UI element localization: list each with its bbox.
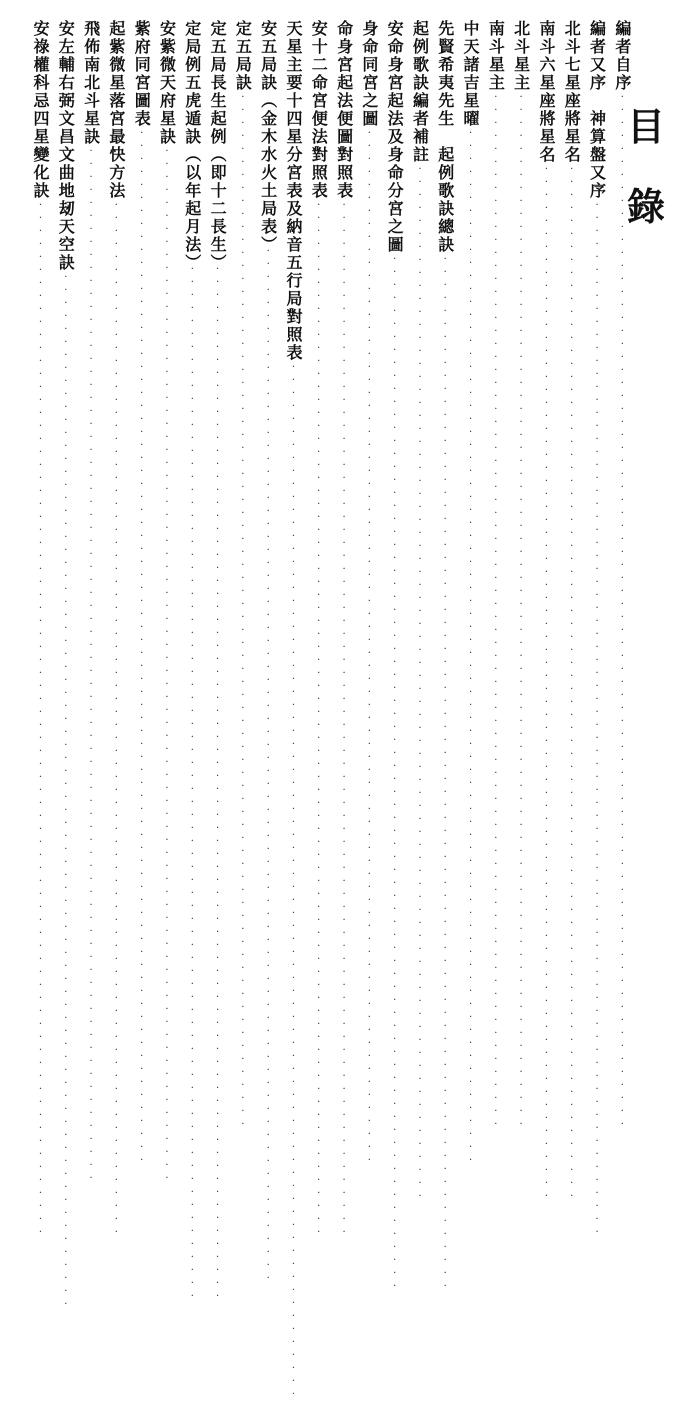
dot-leader: ················································································ [515,92,527,1132]
dot-leader: ················································································ [35,200,46,1240]
toc-entry-label: 南斗六星座將星名 [536,20,556,164]
dot-leader: ················································································ [616,92,628,1132]
toc-entry[interactable] [308,20,329,1240]
dot-leader: ················································································ [490,92,502,1132]
toc-entry[interactable] [359,20,379,1168]
toc-entry[interactable] [182,20,202,1304]
toc-entry-label: 飛佈南北斗星訣 [81,20,101,146]
toc-entry-label: 紫府同宮圖表 [132,20,152,128]
dot-leader: ················································································ [60,272,72,1312]
toc-entry[interactable] [106,20,126,1240]
toc-entry-label: 編者自序 [612,20,632,92]
toc-entry-label: 安命身宮起法及身命分宮之圖 [385,20,405,254]
dot-leader: ················································································ [363,128,375,1168]
dot-leader: ················································································ [161,146,173,1186]
toc-entry[interactable] [485,20,506,1132]
dot-leader: ················································································ [313,200,325,1240]
toc-entry-label: 定五局長生起例（即十二長生） [208,20,228,264]
toc-entry-label: 安左輔右弼文昌文曲地刼天空訣 [56,20,76,272]
toc-entry[interactable] [384,20,405,1294]
toc-entry[interactable] [460,20,481,1168]
toc-entry[interactable] [258,20,278,1286]
toc-entry[interactable] [55,20,76,1312]
toc-entry[interactable] [587,20,607,1240]
dot-leader: ················································································ [439,254,451,1294]
toc-entry[interactable] [131,20,152,1168]
toc-entry[interactable] [232,20,253,1132]
toc-entry-label: 定五局訣 [233,20,253,92]
toc-entry-label: 中天諸吉星曜 [461,20,481,128]
toc-entry-label: 安紫微天府星訣 [157,20,177,146]
toc-entry-label: 北斗七星座將星名 [562,20,582,164]
toc-entry[interactable] [283,20,303,1402]
toc-entry[interactable] [30,20,50,1240]
toc-entry[interactable] [334,20,354,1240]
toc-entry-label: 起例歌訣編者補註 [410,20,430,164]
dot-leader: ················································································ [338,200,350,1240]
toc-entry[interactable] [409,20,430,1204]
dot-leader: ················································································ [389,254,401,1294]
dot-leader: ················································································ [85,146,97,1186]
dot-leader: ················································································ [287,362,299,1402]
toc-entry-label: 命身宮起法便圖對照表 [334,20,354,200]
dot-leader: ················································································ [136,128,148,1168]
toc-entry[interactable] [81,20,101,1186]
toc-entry[interactable] [511,20,531,1132]
dot-leader: ················································································ [237,92,249,1132]
title-char: 目 [626,105,665,149]
dot-leader: ················································································ [566,164,578,1204]
toc-entry-label: 南斗星主 [486,20,506,92]
dot-leader: ················································································ [414,164,426,1204]
toc-entry-label: 北斗星主 [511,20,531,92]
toc-entry[interactable] [156,20,177,1186]
dot-leader: ················································································ [212,264,224,1304]
dot-leader: ················································································ [110,200,122,1240]
dot-leader: ················································································ [465,128,477,1168]
dot-leader: ················································································ [262,246,274,1286]
toc-entry-label: 天星主要十四星分宮表及納音五行局對照表 [283,20,303,362]
dot-leader: ················································································ [186,264,198,1304]
dot-leader: ················································································ [591,200,603,1240]
toc-entry-label: 安十二命宮便法對照表 [309,20,329,200]
dot-leader: ················································································ [540,164,552,1204]
toc-entry[interactable] [207,20,228,1304]
toc-entry[interactable] [536,20,556,1204]
toc-entry-label: 定局例五虎遁訣（以年起月法） [182,20,202,264]
toc-entry-label: 起紫微星落宮最快方法 [106,20,126,200]
table-of-contents [30,20,632,1402]
toc-entry-label: 編者又序 神算盤又序 [587,20,607,200]
toc-entry[interactable] [435,20,455,1294]
toc-entry-label: 先賢希夷先生 起例歌訣總訣 [435,20,455,254]
toc-entry[interactable] [561,20,582,1204]
toc-entry-label: 身命同宮之圖 [359,20,379,128]
toc-entry-label: 安祿權科忌四星變化訣 [31,20,50,200]
toc-entry[interactable] [612,20,632,1132]
title-char: 錄 [626,185,665,229]
toc-entry-label: 安五局訣（金木水火土局表） [258,20,278,246]
